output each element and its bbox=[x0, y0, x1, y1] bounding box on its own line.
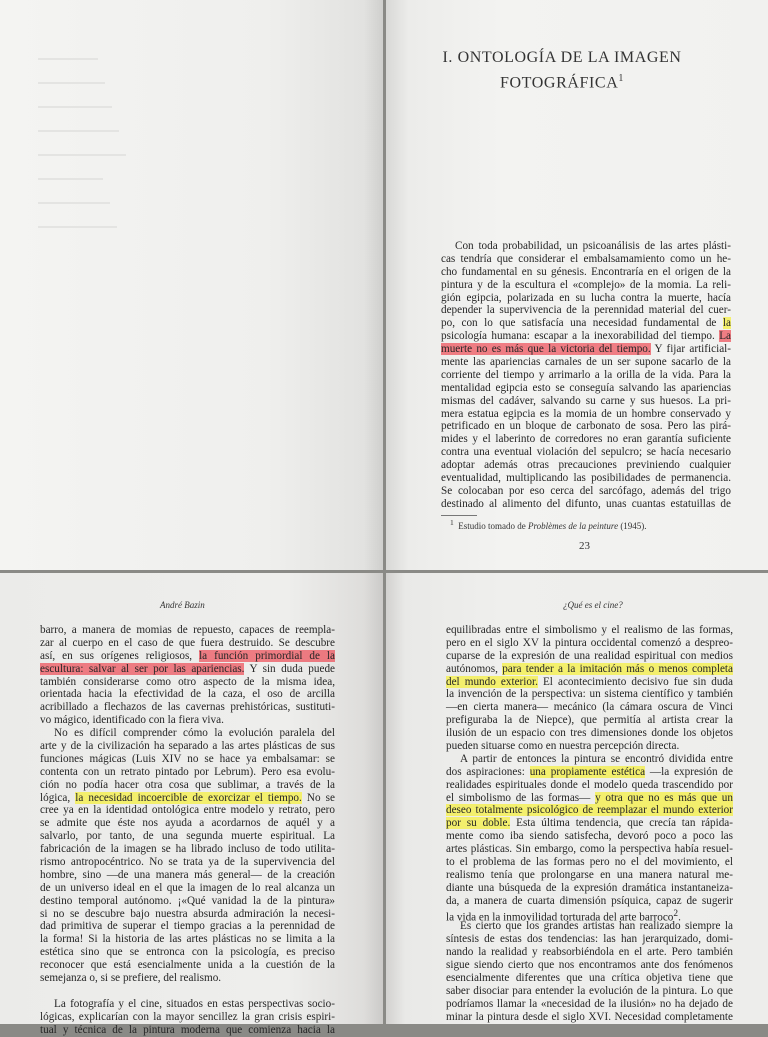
text-line: el simbolismo de las formas— y otra que no es más que un bbox=[446, 791, 733, 804]
show-through-line bbox=[38, 70, 105, 84]
text-line: No es difícil comprender cómo la evolución paralela del bbox=[54, 727, 335, 740]
text-line: mente como iba siendo satisfecha, devoró poco a poco las bbox=[446, 830, 733, 843]
text-line: da, a manera de cuarta dimensión psíquica, capaz de sugerir bbox=[446, 894, 733, 907]
text-line: realismo tenía que prolongarse en una manera natural me- bbox=[446, 868, 733, 881]
text-line: se admite que éste nos ayuda a acordarnos de aquél y a bbox=[40, 817, 335, 830]
text-line: cho fundamental en su génesis. Encontraría en el origen de la bbox=[441, 265, 731, 278]
chapter-title-line-1: I. ONTOLOGÍA DE LA IMAGEN bbox=[442, 49, 682, 66]
text-line: minar la pintura desde el siglo XVI. Necesidad completamente bbox=[446, 1010, 733, 1023]
highlight-mark: La bbox=[719, 330, 731, 343]
text-line: mente las apariencias carnales de un ser supone sacarlo de la bbox=[441, 356, 731, 369]
right-body-text bbox=[446, 624, 733, 1024]
page-number: 23 bbox=[579, 540, 590, 552]
text-line: gión egipcia, polarizada en su lucha contra la muerte, hacía bbox=[441, 291, 731, 304]
text-line: La fotografía y el cine, situados en estas perspectivas socio- bbox=[54, 997, 335, 1010]
footnote bbox=[450, 518, 647, 531]
show-through-line bbox=[38, 46, 98, 60]
text-line: artes plásticas. Sin embargo, como la perspectiva había resuel- bbox=[446, 843, 733, 856]
text-line: mides y el laberinto de corredores no eran garantía suficiente bbox=[441, 433, 731, 446]
text-line: esencialmente diferentes que una crítica objetiva tiene que bbox=[446, 972, 733, 985]
text-line: ilusión de un espacio con tres dimensiones donde los objetos bbox=[446, 727, 733, 740]
text-line: dos aspiraciones: una propiamente estética —la expresión de bbox=[446, 765, 733, 778]
text-line: contra una eventual violación del sepulcro; se hacía necesario bbox=[441, 446, 731, 459]
show-through-line bbox=[38, 166, 103, 180]
chapter-title-note: 1 bbox=[618, 73, 624, 84]
text-line: por su doble. Esta última tendencia, que crecía tan rápida- bbox=[446, 817, 734, 830]
text-line: depender la supervivencia de la perennidad material del cuer- bbox=[441, 304, 731, 317]
text-line: rismo antropocéntrico. No se trata ya de la supervivencia del bbox=[40, 856, 335, 869]
highlight-mark: escultura: salvar al ser por las apariencias. bbox=[40, 662, 245, 675]
text-line: también considerarse como otro aspecto de la misma idea, bbox=[40, 675, 335, 688]
highlight-mark: deseo totalmente psicológico de reemplazar el mundo exterior bbox=[446, 804, 733, 817]
text-line: muerte no es más que la victoria del tiempo. Y fijar artificial- bbox=[441, 343, 731, 356]
text-line: saber disociar para entender la evolución de la pintura. Lo que bbox=[446, 984, 733, 997]
highlight-mark: la bbox=[722, 317, 731, 330]
text-line: estética sino que se entronca con la psicología, es preciso bbox=[40, 946, 335, 959]
running-head: ¿Qué es el cine? bbox=[563, 600, 623, 610]
text-line: petrificado en un bloque de carbonato de sosa. Pero las pirá- bbox=[441, 420, 731, 433]
highlight-mark: por su doble. bbox=[446, 817, 511, 830]
text-line: barro, a manera de momias de repuesto, capaces de reempla- bbox=[40, 624, 335, 636]
chapter-body-text bbox=[441, 240, 731, 511]
text-line: cuparse de la expresión de una realidad espiritual con medios bbox=[446, 649, 733, 662]
show-through-line bbox=[38, 190, 110, 204]
show-through-line bbox=[38, 118, 119, 132]
text-line: la forma! Si la historia de las artes plásticas no se limita a la bbox=[40, 933, 335, 946]
text-line: la vida en la inmovilidad torturada del arte barroco$^2$. bbox=[446, 908, 681, 924]
left-page-top bbox=[0, 0, 383, 570]
text-line: lógica, la necesidad incoercible de exorcizar el tiempo. No se bbox=[40, 791, 335, 804]
text-line: prefiguraba la de Niepce), que permitía al artista crear la bbox=[446, 714, 733, 727]
text-line: pintura y de la escultura el «complejo» de la momia. La reli- bbox=[441, 278, 731, 291]
text-line: —en cierta manera— mecánico (la cámara oscura de Vinci bbox=[446, 701, 733, 714]
text-line: mentalidad egipcia esto se conseguía salvando las apariencias bbox=[441, 381, 731, 394]
text-line: escultura: salvar al ser por las apariencias. Y sin duda puede bbox=[40, 662, 335, 675]
text-line: lógicas, explicarían con la mayor sencillez la gran crisis espiri- bbox=[40, 1010, 335, 1023]
text-line: Con toda probabilidad, un psicoanálisis de las artes plásti- bbox=[455, 240, 731, 252]
text-line: síntesis de estas dos tendencias: las han jerarquizado, domi- bbox=[446, 933, 733, 946]
show-through-text bbox=[38, 46, 128, 238]
text-line: destino temporal autónomo. ¡«Qué vanidad la de la pintura» bbox=[40, 894, 335, 907]
text-line: así, en sus orígenes religiosos, la función primordial de la bbox=[40, 649, 335, 662]
show-through-line bbox=[38, 214, 117, 228]
highlight-mark: del mundo exterior. bbox=[446, 675, 538, 688]
highlight-mark: una propiamente estética bbox=[529, 765, 646, 778]
text-line: del mundo exterior. El acontecimiento decisivo fue sin duda bbox=[446, 675, 733, 688]
text-line: adoptar además otras precauciones previniendo cualquier bbox=[441, 459, 731, 472]
note-reference: 2 bbox=[673, 908, 679, 919]
text-line: zar al cuerpo en el caso de que fuera destruido. Se descubre bbox=[40, 636, 335, 649]
running-head: André Bazin bbox=[160, 600, 205, 610]
text-line: mera estatua egipcia es la momia de un hombre conservado y bbox=[441, 407, 731, 420]
text-line: psicología humana: escapar a la inexorabilidad del tiempo. La bbox=[441, 330, 731, 343]
text-line: mismas del cadáver, salvando su carne y sus huesos. La pri- bbox=[441, 394, 731, 407]
text-line: autónomos, para tender a la imitación más o menos completa bbox=[446, 662, 733, 675]
text-line: si no se descubre bajo nuestra absurda admiración la necesi- bbox=[40, 907, 335, 920]
text-line: Se colocaban por eso cerca del sarcófago, además del trigo bbox=[441, 484, 731, 497]
show-through-line bbox=[38, 142, 126, 156]
text-line: to el problema de las formas pero no el del movimiento, el bbox=[446, 856, 733, 869]
text-line: orientada hacia la efectividad de la caza, el oso de arcilla bbox=[40, 688, 335, 701]
highlight-mark: muerte no es más que la victoria del tiempo. bbox=[441, 343, 651, 356]
text-line: dad primitiva de superar el tiempo gracias a la perennidad de bbox=[40, 920, 335, 933]
text-line: de un universo ideal en el que la imagen de lo real alcanza un bbox=[40, 881, 335, 894]
text-line: arte y de la civilización ha separado a las artes plásticas de sus bbox=[40, 740, 335, 753]
highlight-mark: y otra que no es más que un bbox=[595, 791, 733, 804]
text-line: pueden situarse como en nuestra percepción directa. bbox=[446, 740, 680, 753]
text-line: destinado al alimento del difunto, unas cuantas estatuillas de bbox=[441, 497, 731, 510]
left-body-text bbox=[40, 624, 335, 1037]
text-line bbox=[40, 985, 335, 998]
text-line: contenta con un retrato pintado por Lebrum). Pero esa evolu- bbox=[40, 765, 335, 778]
footnote-number: 1 bbox=[450, 518, 454, 527]
highlight-mark: para tender a la imitación más o menos completa bbox=[502, 662, 733, 675]
text-line: salvarlo, por tanto, de una segunda muerte espiritual. La bbox=[40, 830, 335, 843]
text-line: sigue siendo cierto que nos encontramos ante dos fenómenos bbox=[446, 959, 733, 972]
chapter-title-word: FOTOGRÁFICA bbox=[500, 74, 619, 92]
text-line: ción no podía hacer otra cosa que sublimar, a través de la bbox=[40, 778, 335, 791]
highlight-mark: la necesidad incoercible de exorcizar el tiempo. bbox=[75, 791, 302, 804]
highlight-mark: la función primordial de la bbox=[199, 649, 335, 662]
text-line: podríamos llamar la «necesidad de la ilusión» no ha dejado de bbox=[446, 997, 733, 1010]
show-through-line bbox=[38, 94, 112, 108]
footnote-rule bbox=[441, 515, 477, 516]
text-line: po, con lo que satisfacía una necesidad fundamental de la bbox=[441, 317, 731, 330]
text-line: A partir de entonces la pintura se encontró dividida entre bbox=[460, 752, 733, 765]
text-line: semejanza o, si se prefiere, del realismo. bbox=[40, 972, 222, 985]
text-line: vo mágico, identificado con la fiera viva. bbox=[40, 714, 224, 727]
footnote-book-title: Problèmes de la peinture bbox=[528, 521, 619, 531]
text-line: eventualidad, multiplicando las posibilidades de permanencia. bbox=[441, 472, 731, 485]
text-line: equilibradas entre el simbolismo y el realismo de las formas, bbox=[446, 624, 733, 636]
text-line: diante una búsqueda de la expresión dramática instantaneiza- bbox=[446, 881, 733, 894]
text-line: tual y técnica de la pintura moderna que comienza hacia la bbox=[40, 1023, 335, 1036]
text-line-content: la vida en la inmovilidad torturada del arte barroco bbox=[446, 911, 674, 924]
chapter-title-line-2 bbox=[400, 69, 724, 93]
text-line: corriente del tiempo y arrimarlo a la orilla de la vida. Para la bbox=[441, 368, 731, 381]
text-line: pero en el siglo XV la pintura occidental comenzó a despreo- bbox=[446, 636, 733, 649]
text-line bbox=[446, 804, 733, 817]
text-line: cas tendría que considerar el embalsamamiento como un he- bbox=[441, 252, 731, 265]
text-line: funciones mágicas (Luis XIV no se hace ya embalsamar: se bbox=[40, 752, 335, 765]
text-line: reconocer que está esencialmente unida a la cuestión de la bbox=[40, 959, 335, 972]
text-line: la invención de la perspectiva: un sistema científico y también bbox=[446, 688, 733, 701]
text-line: Es cierto que los grandes artistas han realizado siempre la bbox=[460, 920, 733, 933]
text-line: hombre, sino —de una manera más general— de la creación bbox=[40, 868, 335, 881]
text-line: acribillado a flechazos de las cavernas prehistóricas, sustituti- bbox=[40, 701, 335, 714]
text-line: cree ya en la identidad ontológica entre modelo y retrato, pero bbox=[40, 804, 335, 817]
text-line: realidades espirituales donde el modelo queda trascendido por bbox=[446, 778, 733, 791]
footnote-text: Estudio tomado de bbox=[458, 521, 526, 531]
text-line: nando la realidad y reabsorbiéndola en el arte. Pero también bbox=[446, 946, 733, 959]
text-line: fabricación de la imagen se ha librado incluso de todo utilita- bbox=[40, 843, 335, 856]
footnote-year: (1945). bbox=[620, 521, 647, 531]
